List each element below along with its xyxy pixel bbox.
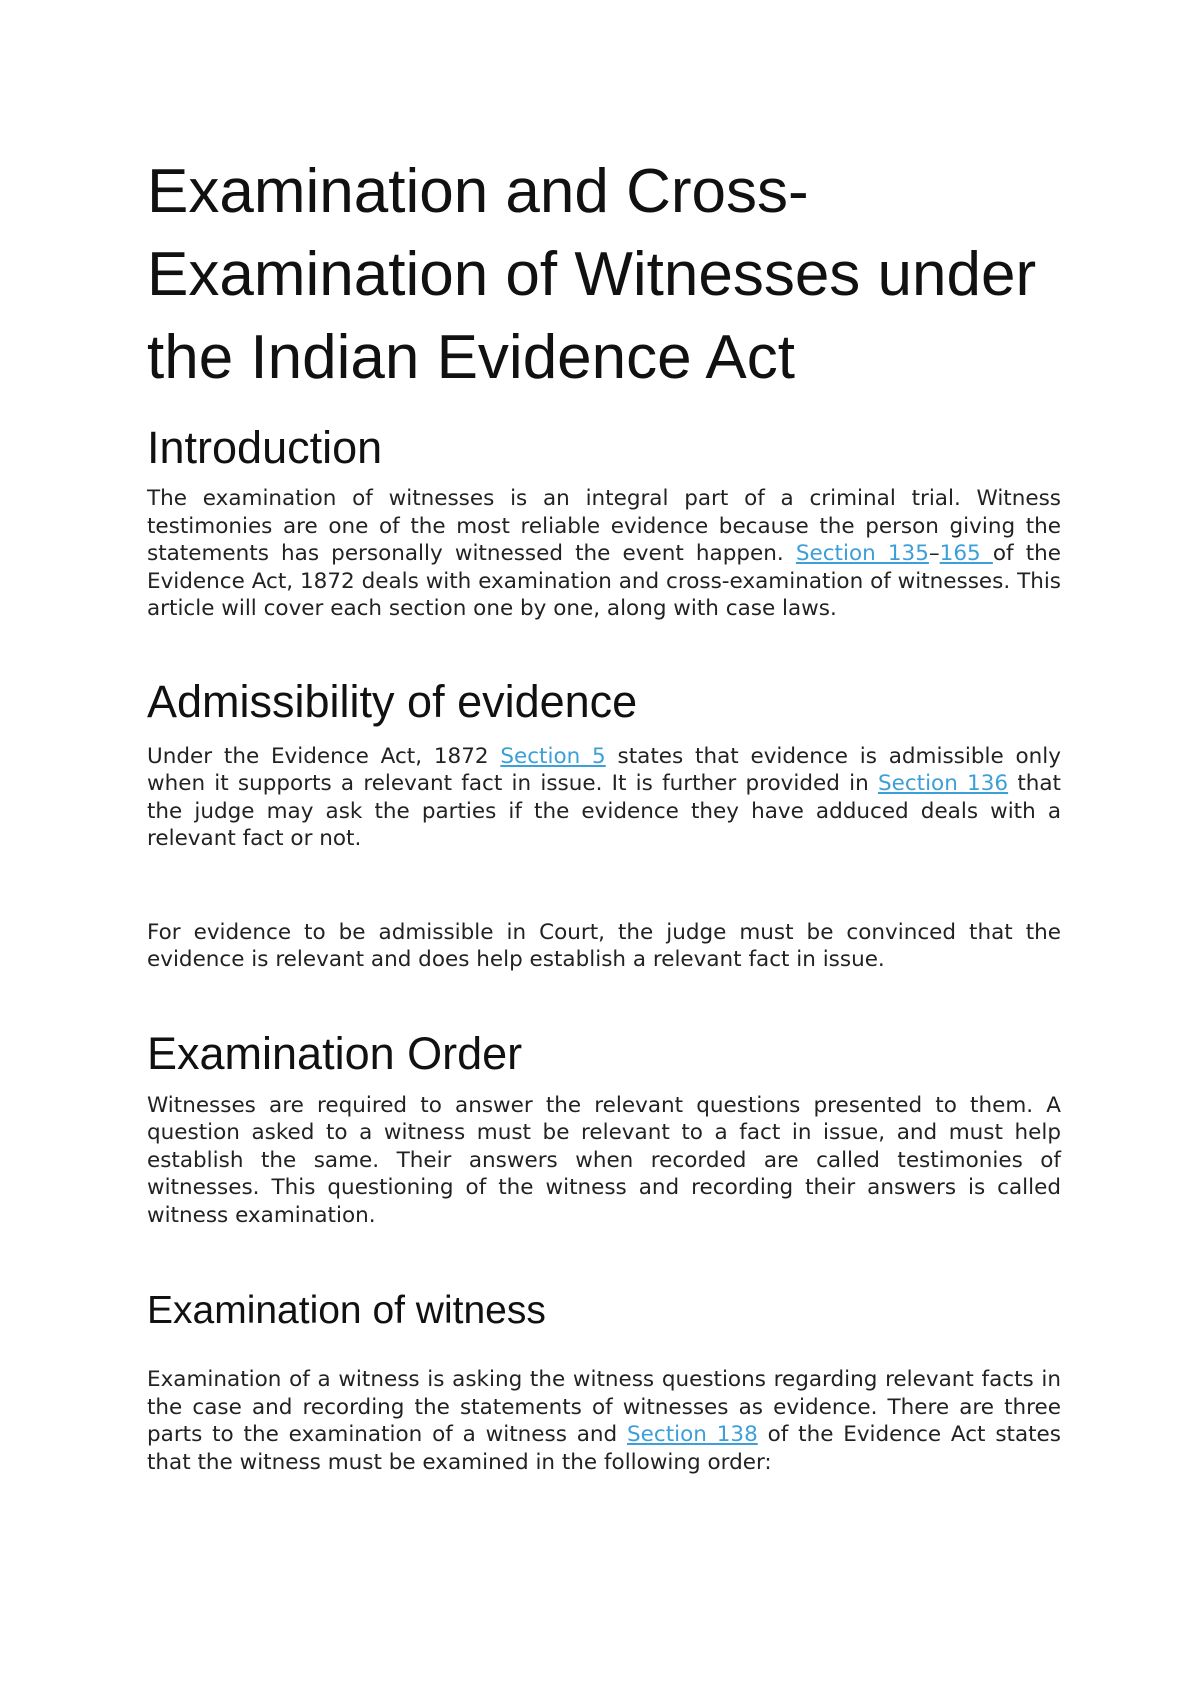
introduction-paragraph — [147, 485, 1061, 623]
section-165-link[interactable]: 165 — [939, 541, 993, 566]
examination-of-witness-heading: Examination of witness — [147, 1289, 546, 1332]
admissibility-paragraph-1 — [147, 743, 1061, 853]
intro-text-2: of the Evidence Act, 1872 deals with examination and cross-examination of witnesses. This article will cover each section one by one, along with case laws. — [147, 541, 1062, 621]
admissibility-paragraph-2: For evidence to be admissible in Court, the judge must be convinced that the evidence is relevant and does help establish a relevant fact in issue. — [147, 919, 1061, 972]
examination-order-paragraph: Witnesses are required to answer the relevant questions presented to them. A question asked to a witness must be relevant to a fact in issue, and must help establish the same. Their answers when recorded are called testimonies of witnesses. This questioning of the witness and recording their answers is called witness examination. — [147, 1092, 1061, 1228]
document-page — [147, 150, 1061, 1476]
admiss-text-2: states that evidence is admissible only when it supports a relevant fact in issue. It is further provided in — [147, 743, 1061, 796]
section-138-link[interactable]: Section 138 — [627, 1422, 758, 1447]
intro-dash: – — [928, 541, 940, 566]
section-136-link[interactable]: Section 136 — [877, 771, 1009, 796]
examination-order-heading: Examination Order — [147, 1027, 523, 1079]
intro-text-1: The examination of witnesses is an integral part of a criminal trial. Witness testimonies are one of the most reliable evidence because the person giving the statements has personally witnessed the event happen. — [147, 486, 1061, 566]
section-135-link[interactable]: Section 135 — [795, 541, 929, 566]
witness-text-1: Examination of a witness is asking the witness questions regarding relevant facts in the case and recording the statements of witnesses as evidence. There are three parts to the examination of a witness and — [147, 1367, 1061, 1447]
admissibility-heading: Admissibility of evidence — [147, 675, 638, 727]
examination-of-witness-paragraph — [147, 1366, 1061, 1476]
admiss-text-1: Under the Evidence Act, 1872 — [147, 743, 501, 769]
document-title: Examination and Cross-Examination of Witnesses under the Indian Evidence Act — [147, 157, 1037, 392]
admiss-text-3: that the judge may ask the parties if the evidence they have adduced deals with a relevant fact or not. — [147, 771, 1061, 851]
section-5-link[interactable]: Section 5 — [500, 743, 606, 769]
introduction-heading: Introduction — [147, 422, 383, 473]
witness-text-2: of the Evidence Act states that the witness must be examined in the following order: — [147, 1422, 1061, 1475]
